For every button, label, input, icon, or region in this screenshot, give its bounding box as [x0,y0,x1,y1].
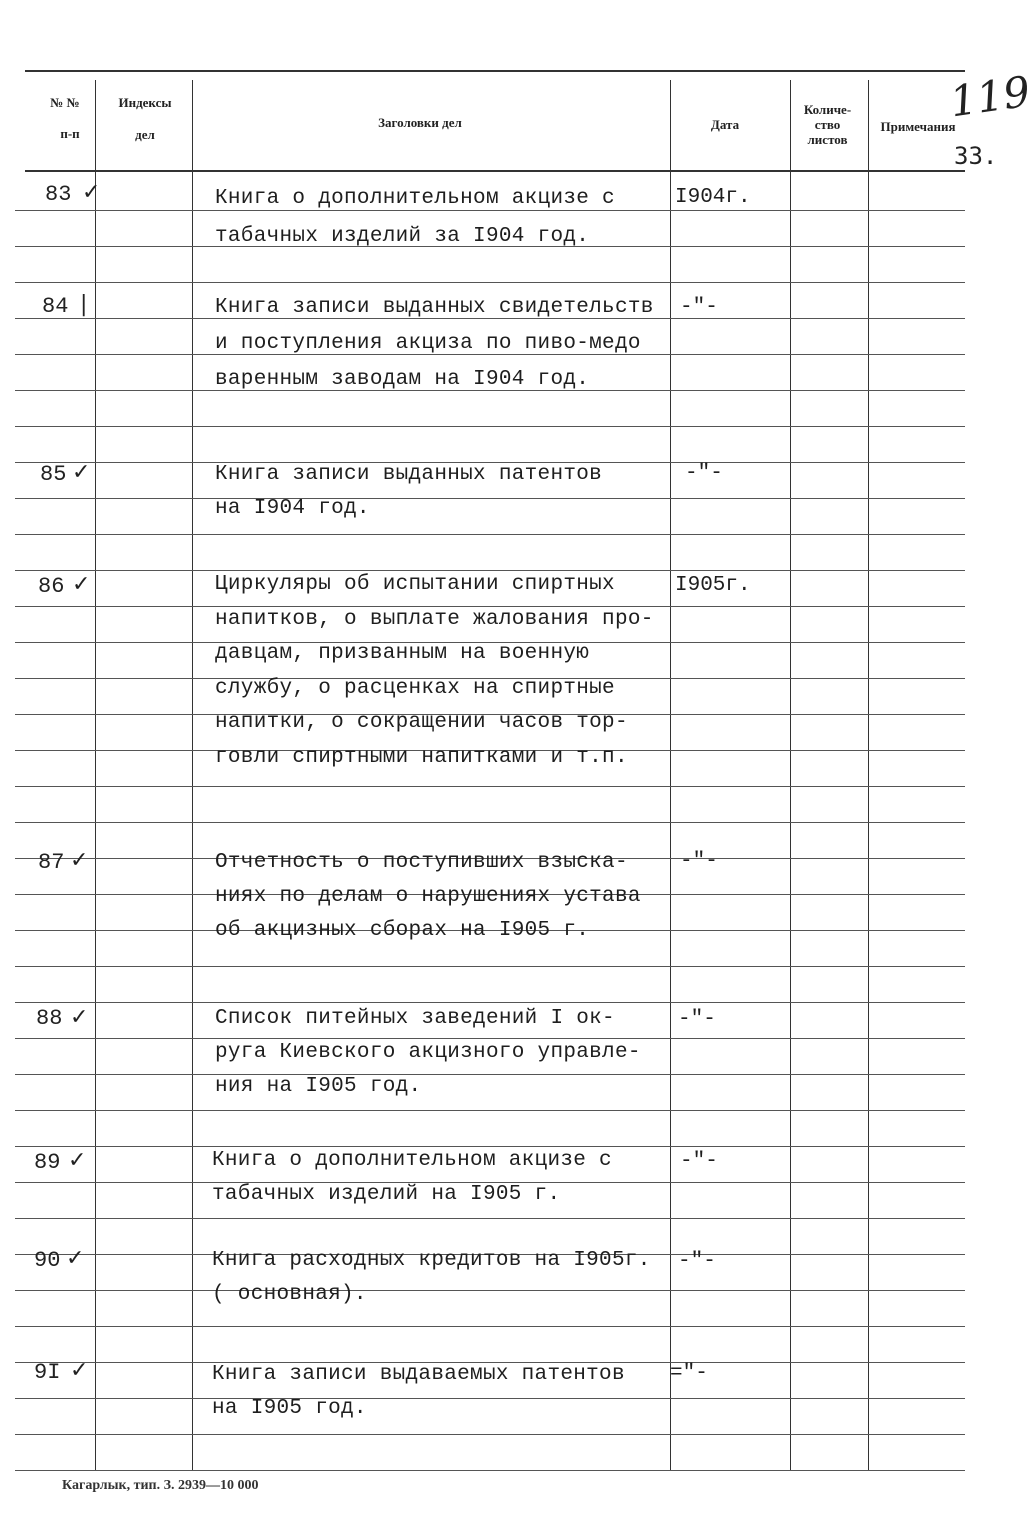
ruled-line [15,1110,965,1111]
check-mark-icon: ✓ [70,848,89,873]
check-mark-icon: ✓ [82,180,101,205]
header-date: Дата [710,117,740,132]
handwritten-page-number: 119 [946,66,1033,127]
entry-number: 83 [45,182,72,207]
col-rule-num [95,80,96,1470]
entry-number: 86 [38,574,65,599]
entry-date: -"- [678,1250,716,1273]
ruled-line [15,786,965,787]
entry-title: Книга записи выдаваемых патентов на I905 год. [212,1363,625,1420]
ruled-line [15,282,965,283]
entry-title: Книга расходных кредитов на I905г. ( основная). [212,1249,651,1306]
entry-date: -"- [680,850,718,873]
entry-date: -"- [680,296,718,319]
entry-title: Книга о дополнительном акцизе с табачных изделий за I904 год. [215,187,615,248]
entry-number: 87 [38,850,65,875]
ruled-line [15,426,965,427]
entry-number: 9I [34,1360,61,1385]
check-mark-icon: ✓ [72,460,91,485]
ruled-line [15,1434,965,1435]
ruled-line [15,1470,965,1471]
handwritten-sheet-number: 33. [954,142,998,170]
entry-date: I904г. [675,186,751,209]
ruled-line [15,1218,965,1219]
entry-title: Книга записи выданных патентов на I904 год. [215,463,603,520]
header-num-top: № № [50,95,80,110]
check-mark-icon: ✓ [70,1358,89,1383]
entry-number: 85 [40,462,67,487]
check-mark-icon: ✓ [68,1148,87,1173]
entry-date: -"- [685,462,723,485]
col-rule-sheets [868,80,869,1470]
ruled-line [15,966,965,967]
check-mark-icon: ✓ [66,1246,85,1271]
check-mark-icon: ✓ [72,572,91,597]
top-border [25,70,965,72]
entry-title: Список питейных заведений I ок- руга Киевского акцизного управле- ния на I905 год. [215,1007,641,1098]
entry-title: Отчетность о поступивших взыска- ниях по делам о нарушениях устава об акцизных сборах на I905 г. [215,851,641,942]
entry-date: -"- [678,1008,716,1031]
ruled-line [15,1326,965,1327]
entry-date: I905г. [675,574,751,597]
header-sheets: Количе- ство листов [803,102,852,147]
header-notes: Примечания [880,119,956,134]
entry-title: Книга записи выданных свидетельств и поступления акциза по пиво-медо варенным заводам на I904 год. [215,296,654,391]
col-rule-index [192,80,193,1470]
entry-number: 90 [34,1248,61,1273]
printer-imprint: Кагарлык, тип. З. 2939—10 000 [62,1478,259,1493]
entry-title: Книга о дополнительном акцизе с табачных изделий на I905 г. [212,1149,612,1206]
entry-number: 89 [34,1150,61,1175]
entry-date: ="- [670,1362,708,1385]
ruled-line [15,534,965,535]
header-title: Заголовки дел [378,115,462,130]
header-index-bottom: дел [135,127,155,142]
entry-title: Циркуляры об испытании спиртных напитков, о выплате жалования про- давцам, призванным на военную службу, о расценках на спиртные напитки, о сокращении часов тор- говли спиртными напитками и т.п. [215,573,654,769]
col-rule-date [790,80,791,1470]
check-mark-icon: ✓ [70,1005,89,1030]
entry-number: 84 [42,294,69,319]
header-bottom-border [25,170,965,172]
check-mark-icon: | [80,292,88,317]
header-index-top: Индексы [118,95,172,110]
entry-date: -"- [680,1150,718,1173]
ruled-line [15,822,965,823]
entry-number: 88 [36,1006,63,1031]
header-num-bottom: п-п [60,126,80,141]
